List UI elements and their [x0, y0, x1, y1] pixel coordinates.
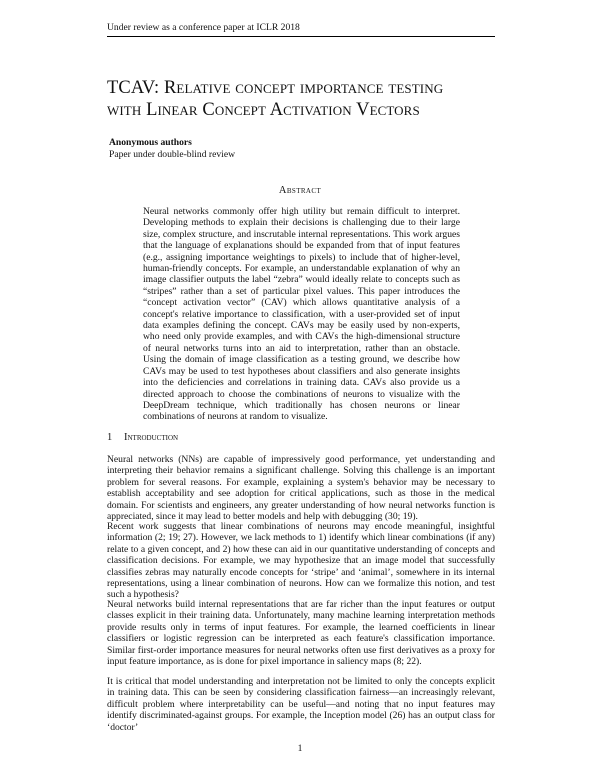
title-line-1-smallcaps: Relative concept importance testing	[163, 78, 444, 98]
title-line-2	[107, 99, 507, 121]
intro-paragraph-4: It is critical that model understanding and interpretation not be limited to only the concepts explicit in training data. This can be seen by considering classification fairness—an increasingly relevant, difficult problem where interpretability can be useful—and noting that no input features may identify discriminated-against groups. For example, the Inception model (26) has an output class for ‘doctor’	[107, 676, 495, 733]
intro-paragraph-3: Neural networks build internal representations that are far richer than the input features or output classes explicit in their training data. Unfortunately, many machine learning interpretation methods provide results only in terms of input features. For example, the learned coefficients in linear classifiers or logistic regression can be interpreted as each feature's classification importance. Similar first-order importance measures for neural networks often use first derivatives as a proxy for input feature importance, as is done for pixel importance in saliency maps (8; 22).	[107, 599, 495, 668]
abstract-heading: Abstract	[278, 185, 322, 196]
title-line-2-part-b: Linear Concept Activation Vectors	[146, 100, 420, 120]
paper-title	[107, 77, 507, 121]
page-number: 1	[297, 743, 303, 754]
intro-paragraph-2: Recent work suggests that linear combinations of neurons may encode meaningful, insightful information (2; 19; 27). However, we lack methods to 1) identify which linear combinations (if any) relate to a given concept, and 2) how these can aid in our quantitative understanding of concepts and classification decisions. For example, we may hypothesize that an image model that successfully classifies zebras may naturally encode concepts for ‘stripe’ and ‘animal’, somewhere in its internal representations, using a linear combination of neurons. How can we formalize this notion, and test such a hypothesis?	[107, 521, 495, 601]
abstract-text: Neural networks commonly offer high utility but remain difficult to interpret. Developing methods to explain their decisions is challenging due to their large size, complex structure, and inscrutable internal representations. This work argues that the language of explanations should be expanded from that of input features (e.g., assigning importance weightings to pixels) to include that of higher-level, human-friendly concepts. For example, an understandable explanation of why an image classifier outputs the label “zebra” would ideally relate to concepts such as “stripes” rather than a set of particular pixel values. This paper introduces the “concept activation vector” (CAV) which allows quantitative analysis of a concept's relative importance to classification, with a user-provided set of input data examples defining the concept. CAVs may be easily used by non-experts, who need only provide examples, and with CAVs the high-dimensional structure of neural networks turns into an aid to interpretation, rather than an obstacle. Using the domain of image classification as a testing ground, we describe how CAVs may be used to test hypotheses about classifiers and also generate insights into the deficiencies and correlations in training data. CAVs also provide us a directed approach to choose the combinations of neurons to visualize with the DeepDream technique, which traditionally has chosen neurons or linear combinations of neurons at random to visualize.	[143, 206, 460, 423]
section-heading-introduction	[107, 432, 178, 443]
intro-paragraph-1: Neural networks (NNs) are capable of impressively good performance, yet understanding and interpreting their behavior remains a significant challenge. Solving this challenge is an important problem for several reasons. For example, explaining a system's behavior may be necessary to establish acceptability and see adoption for critical applications, such as those in the medical domain. For scientists and engineers, any greater understanding of how neural networks function is appreciated, since it may lead to better models and help with debugging (30; 19).	[107, 454, 495, 523]
title-line-2-part-a: with	[107, 100, 147, 120]
author-block	[109, 137, 409, 160]
title-prefix: TCAV:	[107, 78, 164, 98]
section-number: 1	[107, 432, 113, 443]
running-head: Under review as a conference paper at ICLR 2018	[107, 22, 495, 37]
title-line-1	[107, 77, 507, 99]
author-name: Anonymous authors	[109, 137, 192, 148]
section-title: Introduction	[124, 432, 179, 443]
review-note: Paper under double-blind review	[109, 148, 236, 160]
